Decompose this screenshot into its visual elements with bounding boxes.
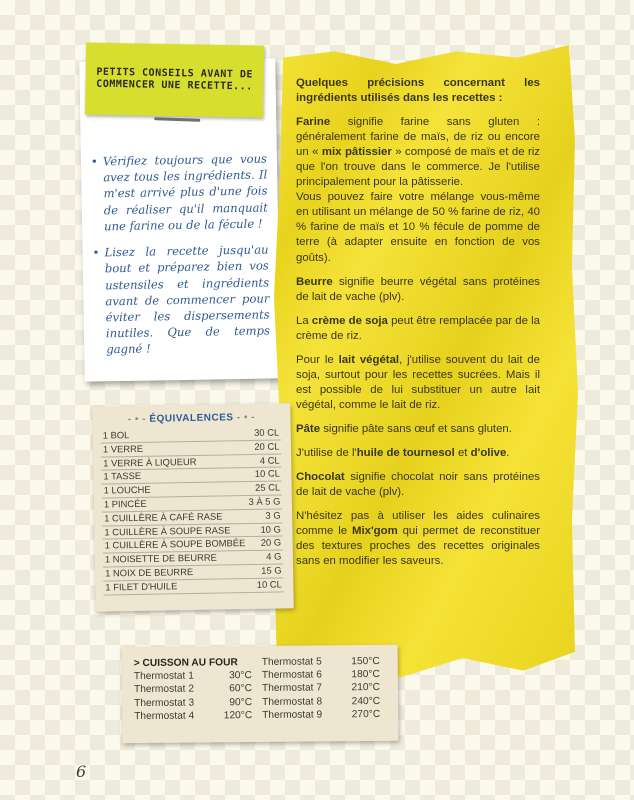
thermostat-label: Thermostat 7 <box>261 682 323 695</box>
bullet-icon: • <box>92 245 100 260</box>
equivalence-item: 1 CUILLÈRE À CAFÉ RASE <box>102 509 247 525</box>
thermostat-temperature: 90°C <box>229 696 253 708</box>
creme-before: La <box>296 314 312 327</box>
farine-text-3: Vous pouvez faire votre mélange vous-même en utilisant un mélange de 50 % farine de riz, 40 % farine de maïs et 10 % fécule de pomme de terre (à adapter ensuite en fonction de vos goûts). <box>296 191 540 264</box>
equivalence-quantity: 25 CL <box>246 481 282 495</box>
dash-right-icon: - • - <box>236 411 256 424</box>
equivalence-item: 1 FILET D'HUILE <box>103 578 248 594</box>
farine-text: signifie farine sans gluten : généralement farine de maïs, de riz ou encore un « <box>296 116 540 159</box>
mixgom-text: qui permet de reconstituer des textures proches des recettes originales sans en modifier les saveurs. <box>296 525 540 568</box>
thermostat-row <box>134 682 262 696</box>
thermostat-label: Thermostat 5 <box>261 656 322 668</box>
farine-paragraph <box>296 115 540 265</box>
equivalence-item: 1 NOIX DE BEURRE <box>103 565 248 581</box>
pate-paragraph <box>296 422 540 437</box>
lait-paragraph <box>296 353 540 413</box>
tips-title: PETITS CONSEILS AVANT DE COMMENCER UNE RECETTE... <box>85 43 264 118</box>
equivalences-table <box>101 426 284 595</box>
tip-item <box>91 150 268 234</box>
equivalence-quantity: 10 G <box>247 523 283 537</box>
pate-term: Pâte <box>296 422 321 435</box>
thermostat-row <box>134 669 262 683</box>
lait-before: Pour le <box>296 353 339 366</box>
cuisson-column-left <box>134 656 263 723</box>
thermostat-temperature: 60°C <box>229 683 253 695</box>
lait-text: , j'utilise souvent du lait de soja, surtout pour les recettes sucrées. Mais il est possible de lui substituer un autre lait végétal, comme le lait de riz. <box>296 353 540 411</box>
thermostat-temperature: 270°C <box>351 708 381 721</box>
cuisson-card <box>122 645 399 743</box>
thermostat-label: Thermostat 9 <box>262 709 323 721</box>
equivalence-item: 1 VERRE <box>101 440 246 456</box>
mix-patissier-term: mix pâtissier <box>321 146 392 159</box>
tips-list <box>91 150 271 368</box>
huile-term: huile de tournesol <box>356 446 455 459</box>
thermostat-row <box>262 655 390 669</box>
dash-left-icon: - • - <box>127 413 147 426</box>
equivalence-quantity: 10 CL <box>248 578 284 592</box>
table-row <box>103 578 284 595</box>
thermostat-label: Thermostat 8 <box>262 696 323 708</box>
mixgom-paragraph <box>296 509 540 569</box>
cuisson-grid <box>134 655 391 723</box>
thermostat-row <box>262 668 390 682</box>
thermostat-row <box>134 696 262 710</box>
tips-note <box>79 58 281 381</box>
chocolat-term: Chocolat <box>296 471 345 484</box>
equivalence-quantity: 4 CL <box>246 454 282 468</box>
olive-term: d'olive <box>470 446 507 459</box>
equivalences-card <box>92 403 294 611</box>
tip-item <box>92 242 270 359</box>
equivalences-heading <box>92 411 290 425</box>
huile-paragraph <box>296 446 540 461</box>
equivalence-item: 1 TASSE <box>101 468 246 484</box>
beurre-text: signifie beurre végétal sans protéines de lait de vache (plv). <box>296 275 540 303</box>
lait-term: lait végétal <box>338 353 400 366</box>
mixgom-term: Mix'gom <box>351 525 398 538</box>
equivalence-quantity: 20 CL <box>246 440 282 454</box>
creme-text: peut être remplacée par de la crème de riz. <box>296 314 540 342</box>
equivalence-quantity: 10 CL <box>246 467 282 481</box>
equivalence-quantity: 4 G <box>247 550 283 564</box>
thermostat-temperature: 210°C <box>351 682 380 694</box>
equivalence-item: 1 CUILLÈRE À SOUPE RASE <box>102 523 247 539</box>
equivalence-item: 1 CUILLÈRE À SOUPE BOMBÉE <box>103 537 248 553</box>
huile-mid: et <box>454 446 471 459</box>
huile-before: J'utilise de l' <box>296 446 357 459</box>
thermostat-temperature: 30°C <box>229 670 252 682</box>
thermostat-temperature: 180°C <box>351 669 380 681</box>
thermostat-row <box>262 708 390 722</box>
tip-text: Lisez la recette jusqu'au bout et préparez bien vos ustensiles et ingrédients avant de commencer pour éviter les dispersements inutiles. Que de temps gagné ! <box>104 242 271 357</box>
equivalence-quantity: 3 G <box>247 509 283 523</box>
ingredients-notes <box>296 76 540 578</box>
thermostat-label: Thermostat 2 <box>133 683 195 696</box>
thermostat-row <box>262 694 390 708</box>
cuisson-title: > CUISSON AU FOUR <box>133 657 238 670</box>
page-number: 6 <box>76 762 87 781</box>
equivalence-quantity: 3 À 5 G <box>246 495 282 509</box>
equivalence-quantity: 20 G <box>247 536 283 550</box>
creme-paragraph <box>296 314 540 344</box>
thermostat-temperature: 240°C <box>351 695 381 707</box>
thermostat-temperature: 150°C <box>351 655 380 668</box>
thermostat-row <box>134 709 262 723</box>
tip-text: Vérifiez toujours que vous avez tous les ingrédients. Il m'est arrivé plus d'une fois de réaliser qu'il manquait une farine ou de la fécule ! <box>102 151 268 234</box>
mixgom-before: N'hésitez pas à utiliser les aides culinaires comme le <box>296 510 540 538</box>
thermostat-label: Thermostat 1 <box>133 670 194 683</box>
thermostat-row <box>262 681 390 695</box>
farine-term: Farine <box>296 116 331 129</box>
staple-icon <box>154 117 200 122</box>
huile-after: . <box>506 446 510 459</box>
chocolat-paragraph <box>296 470 540 500</box>
equivalence-quantity: 15 G <box>248 564 284 578</box>
thermostat-label: Thermostat 6 <box>261 669 322 682</box>
equivalence-item: 1 LOUCHE <box>102 482 247 498</box>
beurre-term: Beurre <box>296 275 333 288</box>
thermostat-label: Thermostat 3 <box>134 697 195 709</box>
equivalence-item: 1 PINCÉE <box>102 496 247 512</box>
equivalence-item: 1 BOL <box>101 427 246 443</box>
chocolat-text: signifie chocolat noir sans protéines de lait de vache (plv). <box>296 471 540 499</box>
ingredients-intro: Quelques précisions concernant les ingrédients utilisés dans les recettes : <box>296 77 540 105</box>
bullet-icon: • <box>90 154 98 169</box>
farine-text-2: » composé de maïs et de riz que l'on trouve dans le commerce. Je l'utilise principalement pour la pâtisserie. <box>296 146 540 189</box>
cuisson-column-right <box>262 655 391 722</box>
pate-text: signifie pâte sans œuf et sans gluten. <box>320 422 512 435</box>
thermostat-label: Thermostat 4 <box>134 710 195 722</box>
equivalence-item: 1 VERRE À LIQUEUR <box>101 454 246 470</box>
equivalences-title: ÉQUIVALENCES <box>149 412 234 425</box>
equivalence-quantity: 30 CL <box>245 426 281 440</box>
thermostat-temperature: 120°C <box>223 709 253 722</box>
beurre-paragraph <box>296 275 540 305</box>
equivalence-item: 1 NOISETTE DE BEURRE <box>103 551 248 567</box>
creme-term: crème de soja <box>311 314 388 327</box>
